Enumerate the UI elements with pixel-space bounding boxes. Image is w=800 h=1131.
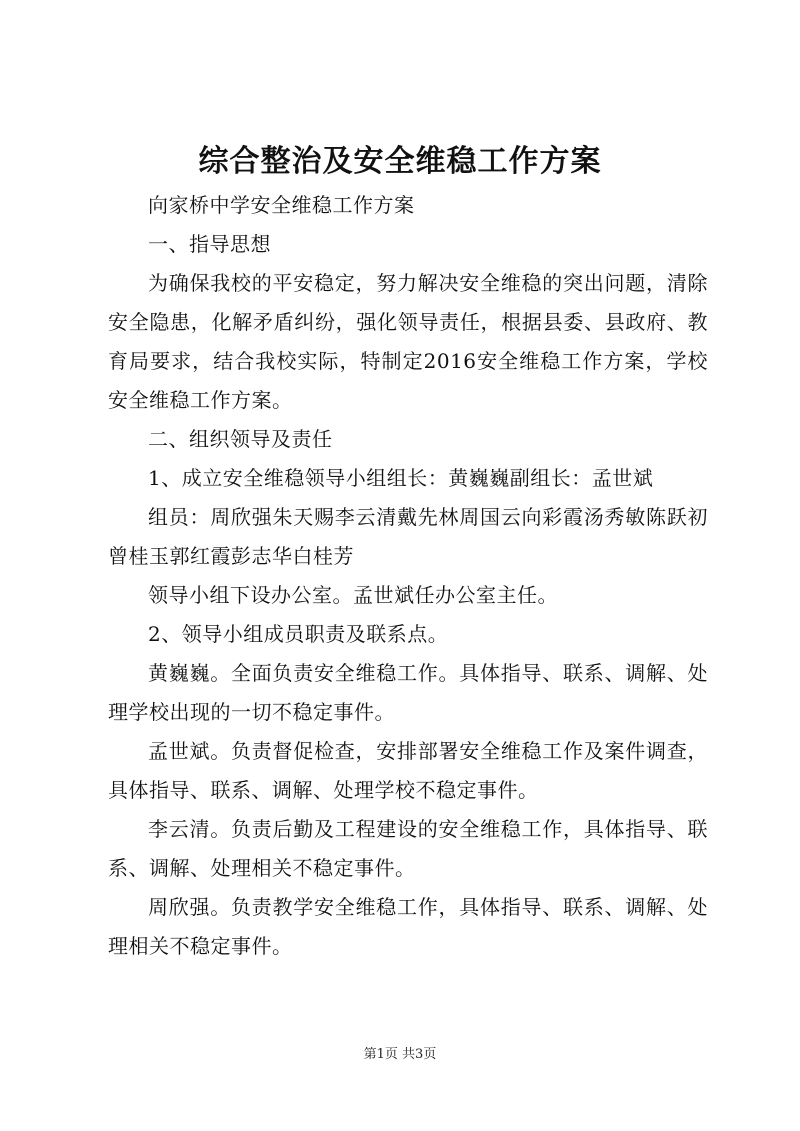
paragraph-duty-huang: 黄巍巍。全面负责安全维稳工作。具体指导、联系、调解、处理学校出现的一切不稳定事件。 (108, 661, 708, 724)
page-footer: 第1页 共3页 (363, 1047, 437, 1062)
paragraph-office: 领导小组下设办公室。孟世斌任办公室主任。 (148, 583, 558, 607)
paragraph-members: 组员：周欣强朱天赐李云清戴先林周国云向彩霞汤秀敏陈跃初曾桂玉郭红霞彭志华白桂芳 (108, 505, 708, 568)
paragraph-guiding-idea: 为确保我校的平安稳定，努力解决安全维稳的突出问题，清除安全隐患，化解矛盾纠纷，强化领导责任，根据县委、县政府、教育局要求，结合我校实际，特制定2016安全维稳工作方案，学校安全维稳工作方案。 (108, 271, 708, 412)
paragraph-duty-li: 李云清。负责后勤及工程建设的安全维稳工作，具体指导、联系、调解、处理相关不稳定事件。 (108, 817, 708, 880)
paragraph-duties-heading: 2、领导小组成员职责及联系点。 (148, 622, 449, 646)
paragraph-leader-group: 1、成立安全维稳领导小组组长：黄巍巍副组长：孟世斌 (148, 466, 654, 490)
paragraph-duty-zhou: 周欣强。负责教学安全维稳工作，具体指导、联系、调解、处理相关不稳定事件。 (108, 895, 708, 958)
paragraph-heading-guiding-idea: 一、指导思想 (148, 232, 271, 256)
document-title: 综合整治及安全维稳工作方案 (198, 144, 602, 179)
paragraph-duty-meng: 孟世斌。负责督促检查，安排部署安全维稳工作及案件调查，具体指导、联系、调解、处理学校不稳定事件。 (108, 739, 708, 802)
paragraph-subtitle: 向家桥中学安全维稳工作方案 (148, 193, 415, 217)
document-body (108, 186, 708, 966)
paragraph-heading-organization: 二、组织领导及责任 (148, 427, 333, 451)
